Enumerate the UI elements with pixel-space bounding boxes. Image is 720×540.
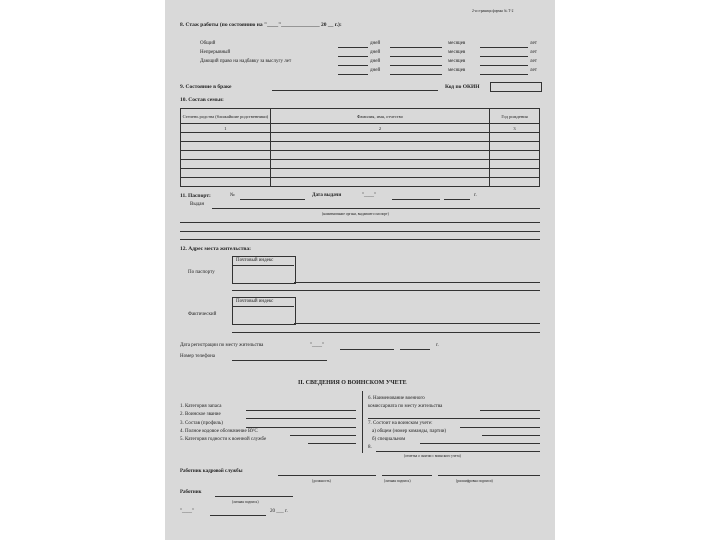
military-title: II. СВЕДЕНИЯ О ВОИНСКОМ УЧЕТЕ — [298, 380, 407, 386]
sign-year: 20 ___ г. — [270, 509, 288, 514]
exp-label-1: Непрерывный — [200, 50, 231, 55]
vus-code-label: 4. Полное кодовое обозначение ВУС — [180, 429, 258, 434]
fitness-category-label: 5. Категория годности к военной службе — [180, 437, 267, 442]
issue-day: "____" — [362, 193, 377, 198]
okin-box[interactable] — [490, 82, 542, 92]
employee-label: Работник — [180, 490, 202, 495]
by-passport-label: По паспорту — [188, 270, 215, 275]
col-fullname: Фамилия, имя, отчество — [270, 109, 489, 124]
days-unit: дней — [370, 41, 381, 46]
exp-label-2: Дающий право на надбавку за выслугу лет — [200, 59, 292, 64]
section9-title: 9. Состояние в браке — [180, 84, 232, 90]
hr-officer-label: Работник кадровой службы — [180, 469, 243, 474]
item-8-label: 8. — [368, 445, 372, 450]
table-row[interactable] — [181, 160, 271, 169]
years-unit: лет — [530, 59, 537, 64]
issued-by-caption: (наименование органа, выдавшего паспорт) — [322, 212, 389, 216]
years-unit: лет — [530, 50, 537, 55]
reg-date-label: Дата регистрации по месту жительства — [180, 343, 264, 348]
years-unit: лет — [530, 68, 537, 73]
col-relation: Степень родства (ближайшие родственники) — [181, 109, 271, 124]
sign-day: "____" — [180, 509, 195, 514]
issued-by-label: Выдан — [190, 202, 205, 207]
passport-number-label: № — [230, 193, 235, 198]
registered-label: 7. Состоит на воинском учете: — [368, 421, 433, 426]
exp-label-0: Общий — [200, 41, 216, 46]
year-suffix: г. — [474, 193, 477, 198]
signature-caption: (личная подпись) — [384, 479, 411, 483]
months-unit: месяцев — [448, 59, 466, 64]
num-1: 1 — [181, 124, 271, 133]
commissariat-label-2: комиссариата по месту жительства — [368, 404, 443, 409]
family-table — [180, 108, 540, 187]
section10-title: 10. Состав семьи: — [180, 97, 224, 103]
months-unit: месяцев — [448, 41, 466, 46]
section11-title: 11. Паспорт: — [180, 193, 211, 199]
reg-day: "____" — [310, 343, 325, 348]
page-header: 2-я страница формы № Т-2 — [472, 9, 514, 13]
postcode-label-2: Почтовый индекс — [236, 299, 274, 304]
reg-year-suffix: г. — [436, 343, 439, 348]
days-unit: дней — [370, 59, 381, 64]
col-birth-year: Год рождения — [490, 109, 540, 124]
military-rank-label: 2. Воинское звание — [180, 412, 221, 417]
reserve-category-label: 1. Категория запаса — [180, 404, 222, 409]
phone-label: Номер телефона — [180, 354, 215, 359]
postcode-label-1: Почтовый индекс — [236, 258, 274, 263]
table-row[interactable] — [181, 133, 271, 142]
decoding-caption: (расшифровка подписи) — [456, 479, 493, 483]
section12-title: 12. Адрес места жительства: — [180, 246, 251, 252]
months-unit: месяцев — [448, 68, 466, 73]
position-caption: (должность) — [312, 479, 331, 483]
num-3: 3 — [490, 124, 540, 133]
special-registration-label: б) специальном — [372, 437, 406, 442]
table-row[interactable] — [181, 178, 271, 187]
okin-label: Код по ОКИН — [445, 84, 480, 90]
days-unit: дней — [370, 68, 381, 73]
table-row[interactable] — [181, 142, 271, 151]
section8-title: 8. Стаж работы (по состоянию на "____"______________ 20 __ г.): — [180, 22, 342, 28]
years-unit: лет — [530, 41, 537, 46]
months-unit: месяцев — [448, 50, 466, 55]
general-registration-label: а) общем (номер команды, партии) — [372, 429, 447, 434]
table-row[interactable] — [181, 169, 271, 178]
form-sheet — [165, 0, 555, 540]
days-unit: дней — [370, 50, 381, 55]
num-2: 2 — [270, 124, 489, 133]
actual-address-label: Фактический — [188, 312, 217, 317]
issue-date-label: Дата выдачи — [312, 193, 342, 198]
commissariat-label: 6. Наименование военного — [368, 396, 425, 401]
employee-signature-caption: (личная подпись) — [232, 500, 259, 504]
profile-label: 3. Состав (профиль) — [180, 421, 223, 426]
deregistration-caption: (отметка о снятии с воинского учета) — [404, 454, 461, 458]
table-row[interactable] — [181, 151, 271, 160]
